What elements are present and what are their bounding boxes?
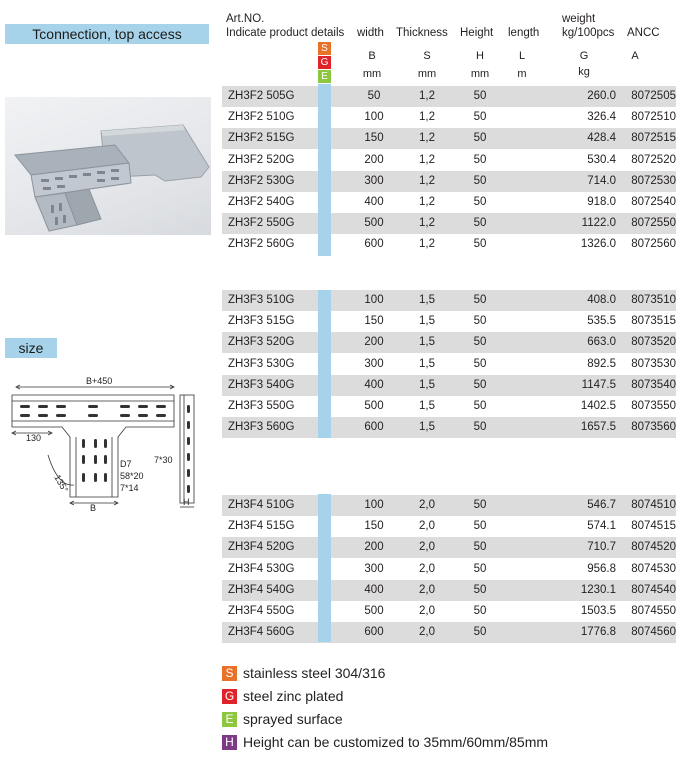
weight-cell: 956.8 [587,562,616,575]
table-row [222,375,676,396]
material-s-box: S [318,42,331,55]
header-ancc: ANCC [627,27,660,39]
width-cell: 300 [364,357,384,370]
art-no-cell: ZH3F4 560G [228,626,295,639]
header-thickness: Thickness [396,27,448,39]
height-cell: 50 [473,294,487,306]
art-no-cell: ZH3F3 510G [228,294,295,306]
blue-strip-1 [318,84,331,256]
thickness-cell: 2,0 [419,605,435,617]
ancc-cell: 8073560 [631,421,676,434]
width-cell: 100 [364,499,384,511]
material-g-box: G [318,56,331,69]
width-cell: 100 [364,294,384,306]
thickness-cell: 1,2 [419,132,435,145]
dim-h: H [183,497,190,507]
legend-h-square: H [222,735,237,750]
ancc-cell: 8072505 [631,90,676,102]
height-cell: 50 [473,111,487,124]
thickness-cell: 1,5 [419,357,435,370]
height-cell: 50 [473,562,487,575]
table-row [222,171,676,192]
legend-e-square: E [222,712,237,727]
weight-cell: 892.5 [587,357,616,370]
table-row [222,234,676,255]
ancc-cell: 8073550 [631,400,676,412]
table-row [222,495,676,516]
height-cell: 50 [473,378,487,391]
sub-width: B [368,50,376,62]
width-cell: 200 [364,336,384,349]
art-no-cell: ZH3F4 520G [228,541,295,554]
thickness-cell: 1,2 [419,90,435,102]
height-cell: 50 [473,238,487,251]
weight-cell: 918.0 [587,196,616,208]
unit-weight: kg [578,66,590,78]
ancc-cell: 8074520 [631,541,676,554]
width-cell: 50 [367,90,381,102]
table-row [222,311,676,332]
thickness-cell: 2,0 [419,499,435,511]
ancc-cell: 8074540 [631,583,676,596]
sub-ancc: A [631,50,639,62]
width-cell: 400 [364,378,384,391]
table-row [222,537,676,558]
thickness-cell: 1,5 [419,421,435,434]
section-title: Tconnection, top access [5,24,209,44]
dim-slot58: 58*20 [120,471,144,481]
legend-g-square: G [222,689,237,704]
ancc-cell: 8072515 [631,132,676,145]
sub-height: H [476,50,484,62]
width-cell: 300 [364,562,384,575]
dimension-drawing [8,375,213,513]
weight-cell: 408.0 [587,294,616,306]
table-row [222,150,676,171]
art-no-cell: ZH3F2 540G [228,196,295,208]
width-cell: 150 [364,520,384,533]
thickness-cell: 1,2 [419,111,435,124]
thickness-cell: 2,0 [419,562,435,575]
weight-cell: 326.4 [587,111,616,124]
art-no-cell: ZH3F2 510G [228,111,295,124]
art-no-cell: ZH3F2 520G [228,153,295,166]
art-no-cell: ZH3F3 540G [228,378,295,391]
thickness-cell: 1,2 [419,153,435,166]
width-cell: 600 [364,238,384,251]
width-cell: 200 [364,153,384,166]
unit-height: mm [470,68,490,80]
legend-sprayed: E sprayed surface [222,711,343,727]
size-label: size [5,338,57,358]
height-cell: 50 [473,153,487,166]
ancc-cell: 8074515 [631,520,676,533]
height-cell: 50 [473,499,487,511]
thickness-cell: 2,0 [419,541,435,554]
weight-cell: 546.7 [587,499,616,511]
table-row [222,107,676,128]
height-cell: 50 [473,583,487,596]
thickness-cell: 2,0 [419,520,435,533]
dim-b-plus: B+450 [86,376,113,386]
ancc-cell: 8072530 [631,174,676,187]
art-no-cell: ZH3F3 530G [228,357,295,370]
height-cell: 50 [473,217,487,230]
table-row [222,580,676,601]
ancc-cell: 8073520 [631,336,676,349]
ancc-cell: 8073530 [631,357,676,370]
header-indicate: Indicate product details [226,27,345,39]
art-no-cell: ZH3F2 505G [228,90,295,102]
table-row [222,417,676,438]
table-row [222,601,676,622]
weight-cell: 260.0 [587,90,616,102]
ancc-cell: 8072520 [631,153,676,166]
ancc-cell: 8073510 [631,294,676,306]
height-cell: 50 [473,90,487,102]
art-no-cell: ZH3F4 540G [228,583,295,596]
ancc-cell: 8072550 [631,217,676,230]
dim-angle: 135° [52,473,71,495]
width-cell: 500 [364,400,384,412]
ancc-cell: 8074530 [631,562,676,575]
weight-cell: 1122.0 [581,217,616,230]
header-weight: weight [562,13,596,25]
height-cell: 50 [473,605,487,617]
header-width: width [357,27,384,39]
ancc-cell: 8072560 [631,238,676,251]
width-cell: 600 [364,421,384,434]
width-cell: 400 [364,196,384,208]
width-cell: 100 [364,111,384,124]
ancc-cell: 8072510 [631,111,676,124]
weight-cell: 535.5 [587,315,616,328]
art-no-cell: ZH3F4 550G [228,605,295,617]
thickness-cell: 1,2 [419,217,435,230]
weight-cell: 1776.8 [580,626,616,639]
table-row [222,192,676,213]
dim-slot7x14: 7*14 [120,483,139,493]
art-no-cell: ZH3F2 515G [228,132,295,145]
table-row [222,396,676,417]
thickness-cell: 2,0 [419,626,435,639]
thickness-cell: 1,5 [419,400,435,412]
height-cell: 50 [473,196,487,208]
thickness-cell: 2,0 [419,583,435,596]
blue-strip-2 [318,290,331,438]
weight-cell: 1230.1 [580,583,616,596]
ancc-cell: 8074510 [631,499,676,511]
width-cell: 500 [364,217,384,230]
width-cell: 500 [364,605,384,617]
weight-cell: 1326.0 [580,238,616,251]
dim-slot7x30: 7*30 [154,455,173,465]
legend-stainless: S stainless steel 304/316 [222,665,385,681]
product-photo [5,97,211,235]
height-cell: 50 [473,132,487,145]
table-row [222,332,676,353]
art-no-cell: ZH3F4 510G [228,499,295,511]
table-row [222,354,676,375]
height-cell: 50 [473,336,487,349]
sub-thickness: S [423,50,431,62]
thickness-cell: 1,2 [419,174,435,187]
weight-cell: 530.4 [587,153,616,166]
width-cell: 600 [364,626,384,639]
weight-cell: 574.1 [587,520,616,533]
ancc-cell: 8073540 [631,378,676,391]
header-length: length [508,27,540,39]
width-cell: 150 [364,315,384,328]
width-cell: 150 [364,132,384,145]
weight-cell: 714.0 [587,174,616,187]
table-row [222,516,676,537]
ancc-cell: 8074560 [631,626,676,639]
table-row [222,213,676,234]
ancc-cell: 8074550 [631,605,676,617]
material-e-box: E [318,70,331,83]
legend-zinc: G steel zinc plated [222,688,343,704]
sub-length: L [518,50,526,62]
art-no-cell: ZH3F4 530G [228,562,295,575]
dim-b: B [90,503,97,513]
weight-cell: 1402.5 [580,400,616,412]
art-no-cell: ZH3F2 560G [228,238,295,251]
height-cell: 50 [473,520,487,533]
art-no-cell: ZH3F3 550G [228,400,295,412]
art-no-cell: ZH3F3 560G [228,421,295,434]
table-row [222,622,676,643]
blue-strip-3 [318,494,331,642]
unit-width: mm [362,68,382,80]
height-cell: 50 [473,421,487,434]
table-row [222,86,676,107]
weight-cell: 1657.5 [580,421,616,434]
thickness-cell: 1,5 [419,315,435,328]
unit-thickness: mm [417,68,437,80]
ancc-cell: 8072540 [631,196,676,208]
art-no-cell: ZH3F3 515G [228,315,295,328]
width-cell: 300 [364,174,384,187]
thickness-cell: 1,5 [419,336,435,349]
height-cell: 50 [473,357,487,370]
weight-cell: 663.0 [587,336,616,349]
ancc-cell: 8073515 [631,315,676,328]
table-row [222,559,676,580]
height-cell: 50 [473,626,487,639]
art-no-cell: ZH3F4 515G [228,520,295,533]
art-no-cell: ZH3F3 520G [228,336,295,349]
thickness-cell: 1,5 [419,378,435,391]
height-cell: 50 [473,315,487,328]
art-no-cell: ZH3F2 550G [228,217,295,230]
height-cell: 50 [473,400,487,412]
dim-130: 130 [26,433,42,443]
sub-weight: G [579,50,589,62]
weight-cell: 1503.5 [580,605,616,617]
weight-cell: 1147.5 [581,378,616,391]
unit-length: m [517,68,527,80]
width-cell: 200 [364,541,384,554]
legend-s-square: S [222,666,237,681]
thickness-cell: 1,2 [419,238,435,251]
weight-cell: 710.7 [587,541,616,554]
header-height: Height [460,27,494,39]
height-cell: 50 [473,541,487,554]
weight-cell: 428.4 [587,132,616,145]
table-row [222,128,676,149]
header-weight-unit: kg/100pcs [562,27,615,39]
thickness-cell: 1,5 [419,294,435,306]
table-row [222,290,676,311]
art-no-cell: ZH3F2 530G [228,174,295,187]
width-cell: 400 [364,583,384,596]
dim-d7: D7 [120,459,132,469]
height-cell: 50 [473,174,487,187]
header-art-no: Art.NO. [226,13,265,25]
thickness-cell: 1,2 [419,196,435,208]
legend-height: H Height can be customized to 35mm/60mm/85mm [222,734,548,750]
